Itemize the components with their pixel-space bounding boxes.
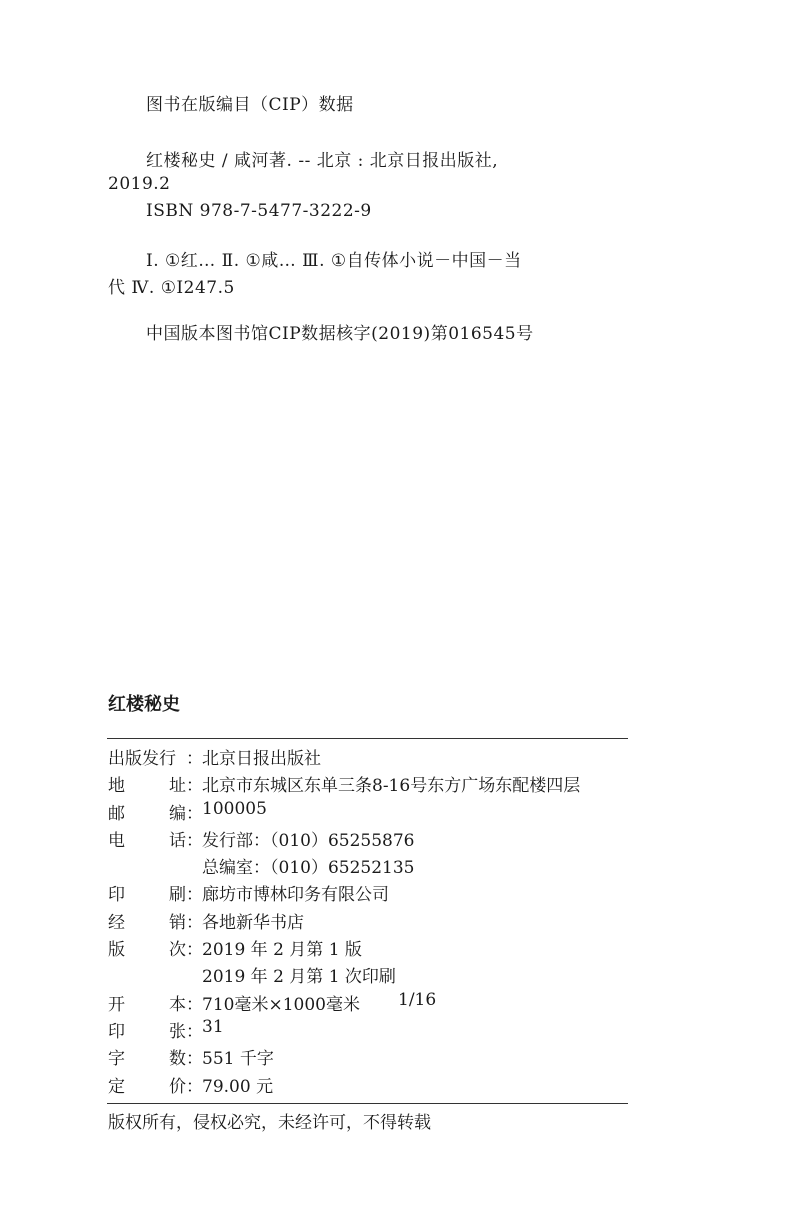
rights-notice: 版权所有，侵权必究，未经许可，不得转载 <box>108 1113 431 1133</box>
price-label: 定 价 <box>108 1076 186 1097</box>
label-colon: ： <box>186 1049 203 1070</box>
printer-label: 印 刷 <box>108 885 186 906</box>
distributor-row <box>108 908 628 935</box>
divider-top <box>107 738 628 739</box>
sheets-value: 31 <box>202 1016 224 1037</box>
word-count-label: 字 数 <box>108 1049 186 1070</box>
phone-row <box>108 826 628 853</box>
sheets-label: 印 张 <box>108 1021 186 1042</box>
label-colon: ： <box>186 803 203 824</box>
cip-entry-line2: 2019.2 <box>108 174 171 194</box>
label-colon: ： <box>186 749 203 769</box>
publisher-row <box>108 744 628 771</box>
postcode-row <box>108 799 628 826</box>
cip-classification-line1: Ⅰ. ①红… Ⅱ. ①咸… Ⅲ. ①自传体小说－中国－当 <box>146 251 522 271</box>
edition-row <box>108 935 628 962</box>
format-fraction: 1/16 <box>398 989 437 1010</box>
format-value: 710毫米×1000毫米 <box>202 994 360 1015</box>
label-colon: ： <box>186 912 203 933</box>
phone-row-2 <box>108 853 628 880</box>
phone-editorial-value: 总编室：（010）65252135 <box>202 858 415 879</box>
printer-value: 廊坊市博林印务有限公司 <box>202 885 389 906</box>
cip-heading: 图书在版编目（CIP）数据 <box>146 95 354 115</box>
price-value: 79.00 元 <box>202 1076 274 1097</box>
address-value: 北京市东城区东单三条8-16号东方广场东配楼四层 <box>202 776 581 797</box>
phone-sales-value: 发行部：（010）65255876 <box>202 830 415 851</box>
publisher-label: 出版发行 <box>108 749 176 769</box>
cip-classification-line2: 代 Ⅳ. ①I247.5 <box>108 278 235 298</box>
postcode-label: 邮 编 <box>108 803 186 824</box>
word-count-value: 551 千字 <box>202 1049 274 1070</box>
sheets-row <box>108 1017 628 1044</box>
printer-row <box>108 880 628 907</box>
word-count-row <box>108 1044 628 1071</box>
postcode-value: 100005 <box>202 798 267 819</box>
printing-value: 2019 年 2 月第 1 次印刷 <box>202 967 396 988</box>
edition-label: 版 次 <box>108 940 186 961</box>
distributor-label: 经 销 <box>108 912 186 933</box>
cip-isbn: ISBN 978-7-5477-3222-9 <box>146 201 372 221</box>
publisher-value: 北京日报出版社 <box>202 749 321 769</box>
phone-label: 电 话 <box>108 830 186 851</box>
book-title: 红楼秘史 <box>108 694 180 715</box>
label-colon: ： <box>186 1021 203 1042</box>
format-label: 开 本 <box>108 994 186 1015</box>
cip-record-number: 中国版本图书馆CIP数据核字(2019)第016545号 <box>146 324 534 344</box>
label-colon: ： <box>186 776 203 797</box>
cip-entry-line1: 红楼秘史 / 咸河著. -- 北京 : 北京日报出版社, <box>146 151 499 171</box>
edition-row-2 <box>108 962 628 989</box>
format-row <box>108 990 628 1017</box>
address-row <box>108 771 628 798</box>
divider-bottom <box>107 1103 628 1104</box>
label-colon: ： <box>186 830 203 851</box>
edition-value: 2019 年 2 月第 1 版 <box>202 940 362 961</box>
label-colon: ： <box>186 940 203 961</box>
distributor-value: 各地新华书店 <box>202 912 304 933</box>
label-colon: ： <box>186 885 203 906</box>
address-label: 地 址 <box>108 776 186 797</box>
colophon <box>108 744 628 1099</box>
label-colon: ： <box>186 994 203 1015</box>
label-colon: ： <box>186 1076 203 1097</box>
price-row <box>108 1072 628 1099</box>
